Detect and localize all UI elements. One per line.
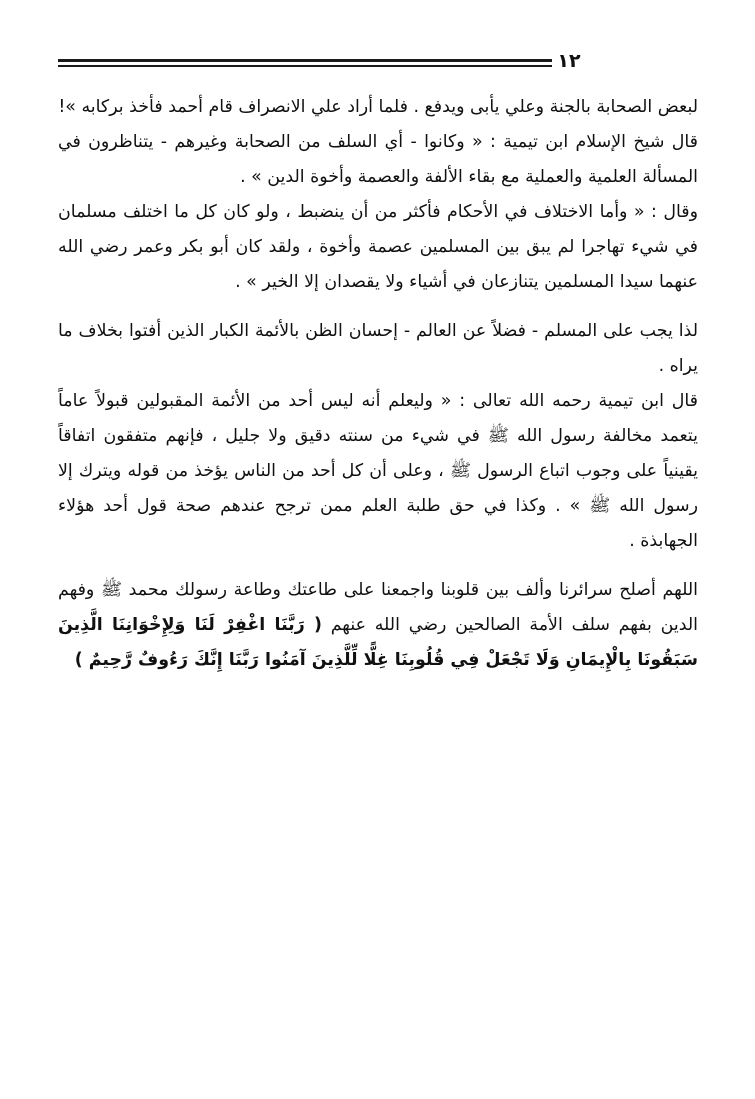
body-text [58,90,698,678]
prayer-text: اللهم أصلح سرائرنا وألف بين قلوبنا واجمعنا على طاعتك وطاعة رسولك محمد ﷺ وفهم الدين بفهم سلف الأمة الصالحين رضي الله عنهم [58,580,698,635]
header-rule-thick [58,59,552,62]
header-rule-thin [58,65,552,67]
quran-verse: ( رَبَّنَا اغْفِرْ لَنَا وَلِإِخْوَانِنَا الَّذِينَ سَبَقُونَا بِالْإِيمَانِ وَلَا تَجْعَلْ فِي قُلُوبِنَا غِلًّا لِّلَّذِينَ آمَنُوا رَبَّنَا إِنَّكَ رَءُوفٌ رَّحِيمٌ ) [58,615,698,670]
paragraph-4: لذا يجب على المسلم - فضلاً عن العالم - إحسان الظن بالأئمة الكبار الذين أفتوا بخلاف ما يراه . [58,321,698,376]
paragraph-2: قال شيخ الإسلام ابن تيمية : « وكانوا - أي السلف من الصحابة وغيرهم - يتناظرون في المسألة العلمية والعملية مع بقاء الألفة والعصمة وأخوة الدين » . [58,132,698,187]
paragraph-1: لبعض الصحابة بالجنة وعلي يأبى ويدفع . فلما أراد علي الانصراف قام أحمد فأخذ بركابه »! [58,97,698,117]
page-header [58,52,698,76]
paragraph-5: قال ابن تيمية رحمه الله تعالى : « وليعلم أنه ليس أحد من الأئمة المقبولين قبولاً عاماً يتعمد مخالفة رسول الله ﷺ في شيء من سنته دقيق ولا جليل ، فإنهم متفقون اتفاقاً يقينياً على وجوب اتباع الرسول ﷺ ، وعلى أن كل أحد من الناس يؤخذ من قوله ويترك إلا رسول الله ﷺ » . وكذا في حق طلبة العلم ممن ترجح عندهم صحة قول أحد هؤلاء الجهابذة . [58,391,698,551]
paragraph-3: وقال : « وأما الاختلاف في الأحكام فأكثر من أن ينضبط ، ولو كان كل ما اختلف مسلمان في شيء تهاجرا لم يبق بين المسلمين عصمة وأخوة ، ولقد كان أبو بكر وعمر رضي الله عنهما سيدا المسلمين يتنازعان في أشياء ولا يقصدان إلا الخير » . [58,202,698,292]
paragraph-6-prayer [58,573,698,678]
page-number: ١٢ [557,50,581,72]
